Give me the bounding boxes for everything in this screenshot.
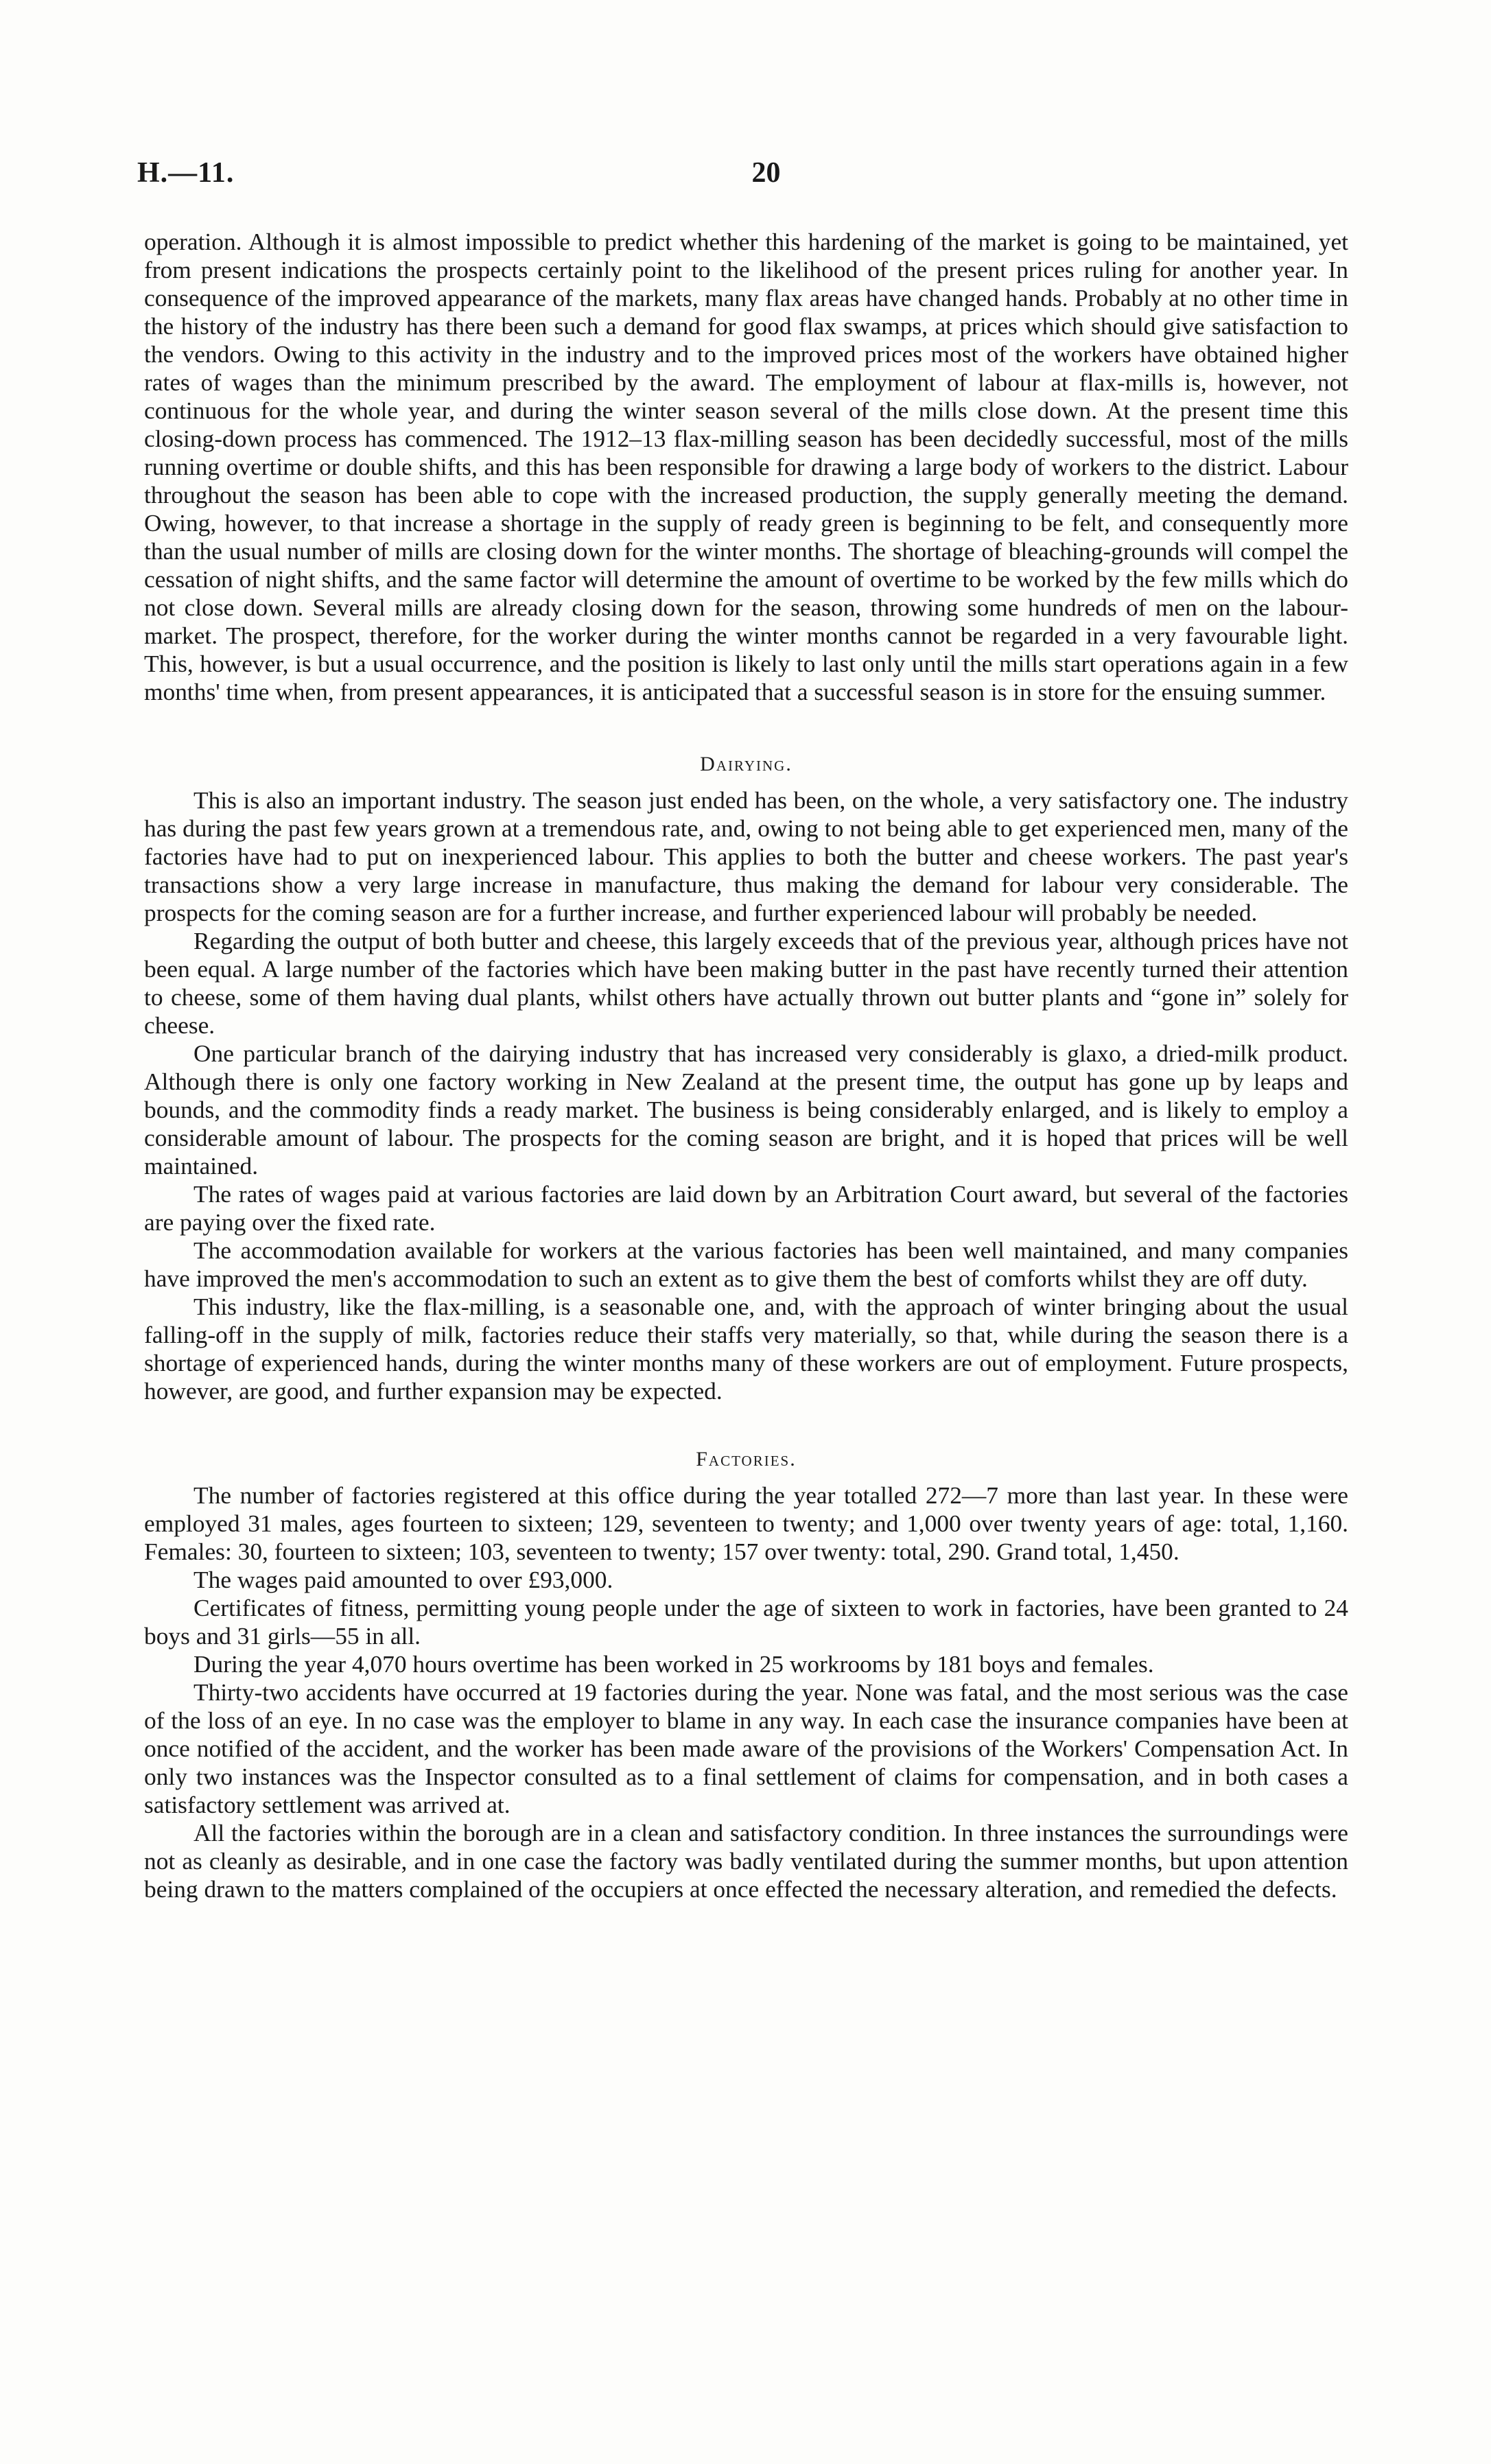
document-reference: H.—11. (137, 157, 235, 189)
dairying-section (144, 750, 1348, 1405)
dairying-paragraph: This is also an important industry. The season just ended has been, on the whole, a very satisfactory one. The industry has during the past few years grown at a tremendous rate, and, owing to not being able to get experienced men, many of the factories have had to put on inexperienced labour. This applies to both the butter and cheese workers. The past year's transactions show a very large increase in manufacture, thus making the demand for labour very considerable. The prospects for the coming season are for a further increase, and further experienced labour will probably be needed. (144, 786, 1348, 926)
page-body (144, 228, 1348, 1903)
dairying-heading: Dairying. (700, 753, 793, 775)
factories-heading: Factories. (696, 1448, 797, 1470)
factories-paragraph: Certificates of fitness, permitting young people under the age of sixteen to work in factories, have been granted to 24 boys and 31 girls—55 in all. (144, 1594, 1348, 1650)
dairying-paragraph: The accommodation available for workers at the various factories has been well maintained, and many companies have improved the men's accommodation to such an extent as to give them the best of comforts whilst they are off duty. (144, 1236, 1348, 1292)
factories-paragraph: The wages paid amounted to over £93,000. (193, 1566, 613, 1593)
factories-paragraph: Thirty-two accidents have occurred at 19 factories during the year. None was fatal, and the most serious was the case of the loss of an eye. In no case was the employer to blame in any way. In each case the insurance companies have been at once notified of the accident, and the worker has been made aware of the provisions of the Workers' Compensation Act. In only two instances was the Inspector consulted as to a final settlement of claims for compensation, and in both cases a satisfactory settlement was arrived at. (144, 1678, 1348, 1818)
flax-section (144, 228, 1348, 706)
flax-paragraph: operation. Although it is almost impossible to predict whether this hardening of the market is going to be maintained, yet from present indications the prospects certainly point to the likelihood of the present prices ruling for another year. In consequence of the improved appearance of the markets, many flax areas have changed hands. Probably at no other time in the history of the industry has there been such a demand for good flax swamps, at prices which should give satisfaction to the vendors. Owing to this activity in the industry and to the improved prices most of the workers have obtained higher rates of wages than the minimum prescribed by the award. The employment of labour at flax-mills is, however, not continuous for the whole year, and during the winter season several of the mills close down. At the present time this closing-down process has commenced. The 1912–13 flax-milling season has been decidedly successful, most of the mills running overtime or double shifts, and this has been responsible for drawing a large body of workers to the district. Labour throughout the season has been able to cope with the increased production, the supply generally meeting the demand. Owing, however, to that increase a shortage in the supply of ready green is beginning to be felt, and consequently more than the usual number of mills are closing down for the winter months. The shortage of bleaching-grounds will compel the cessation of night shifts, and the same factor will determine the amount of overtime to be worked by the few mills which do not close down. Several mills are already closing down for the season, throwing some hundreds of men on the labour-market. The prospect, therefore, for the worker during the winter months cannot be regarded in a very favourable light. This, however, is but a usual occurrence, and the position is likely to last only until the mills start operations again in a few months' time when, from present appearances, it is anticipated that a successful season is in store for the ensuing summer. (144, 228, 1348, 705)
dairying-paragraph: This industry, like the flax-milling, is a seasonable one, and, with the approach of winter bringing about the usual falling-off in the supply of milk, factories reduce their staffs very materially, so that, while during the season there is a shortage of experienced hands, during the winter months many of these workers are out of employment. Future prospects, however, are good, and further expansion may be expected. (144, 1293, 1348, 1405)
factories-paragraph: During the year 4,070 hours overtime has been worked in 25 workrooms by 181 boys and females. (193, 1650, 1154, 1678)
dairying-paragraph: Regarding the output of both butter and cheese, this largely exceeds that of the previous year, although prices have not been equal. A large number of the factories which have been making butter in the past have recently turned their attention to cheese, some of them having dual plants, whilst others have actually thrown out butter plants and “gone in” solely for cheese. (144, 927, 1348, 1039)
page-number: 20 (751, 157, 781, 189)
page-header (137, 156, 1354, 204)
dairying-paragraph: One particular branch of the dairying industry that has increased very considerably is glaxo, a dried-milk product. Although there is only one factory working in New Zealand at the present time, the output has gone up by leaps and bounds, and the commodity finds a ready market. The business is being considerably enlarged, and is likely to employ a considerable amount of labour. The prospects for the coming season are bright, and it is hoped that prices will be well maintained. (144, 1040, 1348, 1180)
factories-section (144, 1445, 1348, 1903)
factories-paragraph: The number of factories registered at this office during the year totalled 272—7 more than last year. In these were employed 31 males, ages fourteen to sixteen; 129, seventeen to twenty; and 1,000 over twenty years of age: total, 1,160. Females: 30, fourteen to sixteen; 103, seventeen to twenty; 157 over twenty: total, 290. Grand total, 1,450. (144, 1481, 1348, 1565)
factories-paragraph: All the factories within the borough are in a clean and satisfactory condition. In three instances the surroundings were not as cleanly as desirable, and in one case the factory was badly ventilated during the summer months, but upon attention being drawn to the matters complained of the occupiers at once effected the necessary alteration, and remedied the defects. (144, 1819, 1348, 1903)
dairying-paragraph: The rates of wages paid at various factories are laid down by an Arbitration Court award, but several of the factories are paying over the fixed rate. (144, 1180, 1348, 1236)
